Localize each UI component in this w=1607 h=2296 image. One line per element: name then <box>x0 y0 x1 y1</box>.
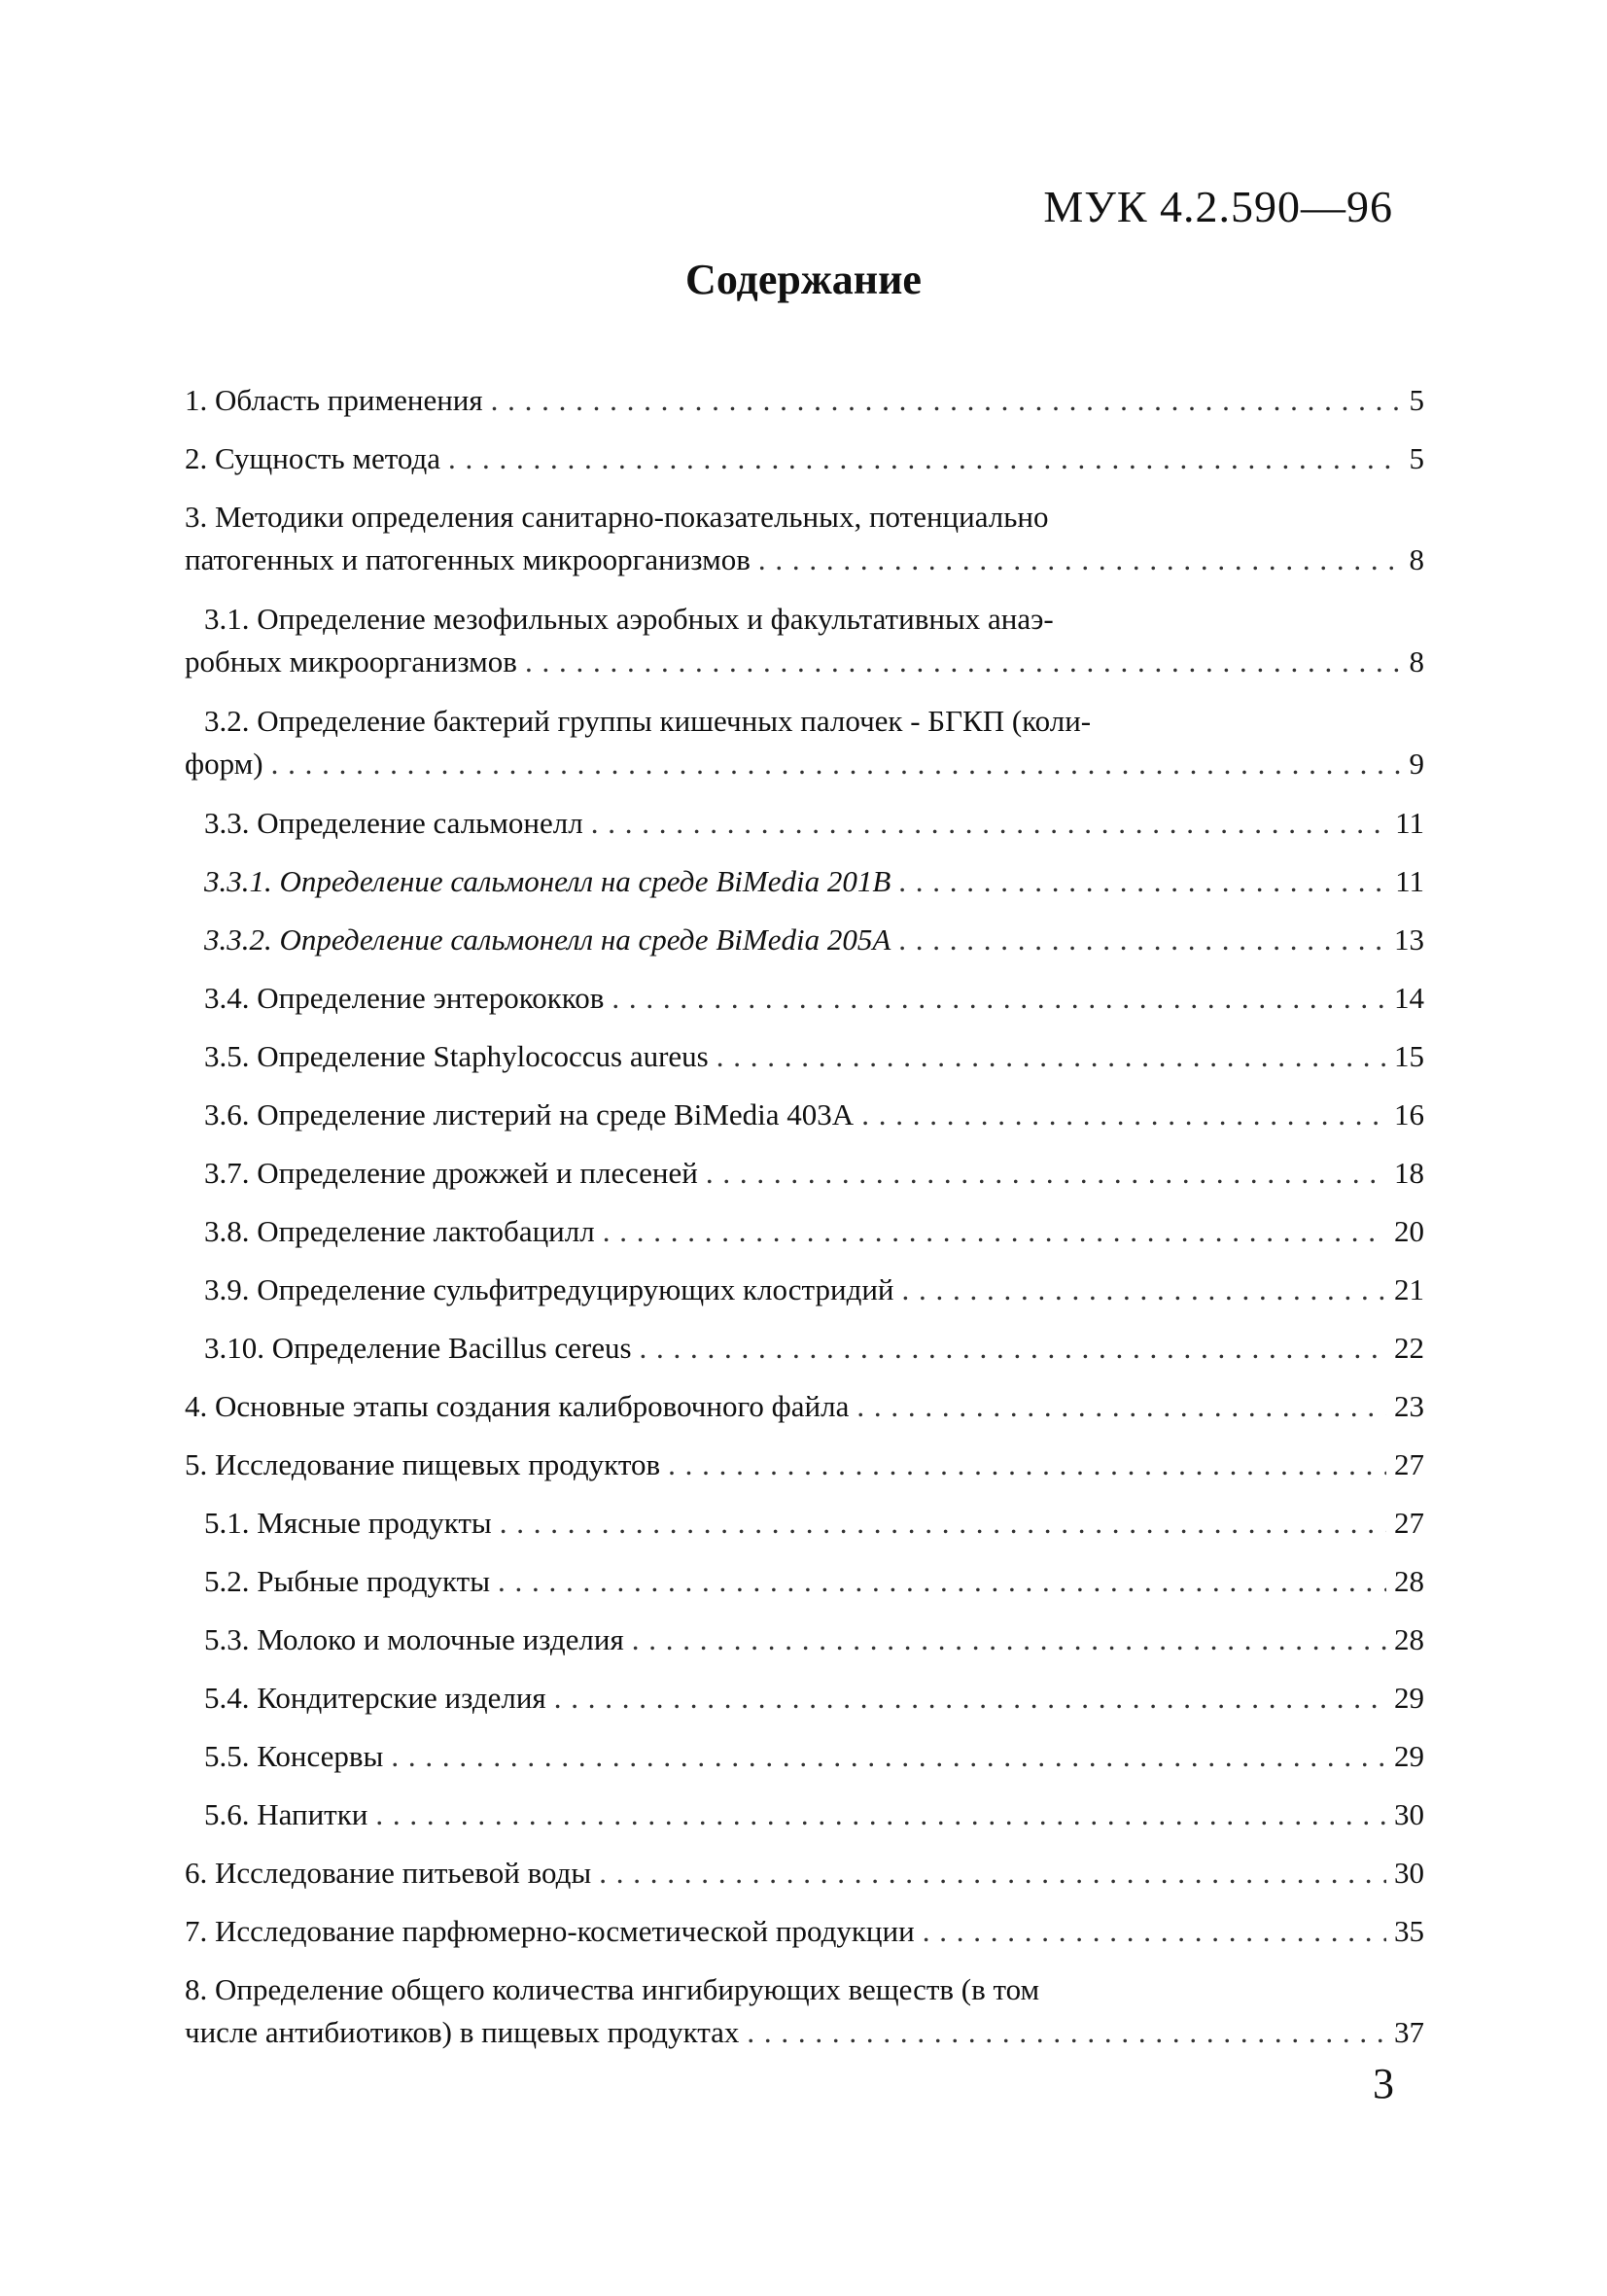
toc-entry-title: 3.1. Определение мезофильных аэробных и факультативных анаэ- <box>204 602 1054 636</box>
toc-line <box>185 1152 1424 1195</box>
page-number: 3 <box>1373 2060 1394 2107</box>
toc-entry <box>185 1327 1424 1385</box>
toc-entry-title: 2. Сущность метода <box>185 441 440 475</box>
toc-entry-title: форм) <box>185 747 263 781</box>
toc-line <box>185 1210 1424 1253</box>
toc-entry-title: 5. Исследование пищевых продуктов <box>185 1447 661 1481</box>
toc-line <box>185 743 1424 785</box>
toc-entry <box>185 379 1424 437</box>
toc-entry-title: 8. Определение общего количества ингибирующих веществ (в том <box>185 1972 1040 2006</box>
toc-entry-title: 3.9. Определение сульфитредуцирующих клостридий <box>204 1272 894 1306</box>
toc-entry <box>185 700 1424 802</box>
toc-entry-title: 3.8. Определение лактобацилл <box>204 1214 595 1248</box>
toc-line <box>185 860 1424 903</box>
toc-title: Содержание <box>685 256 922 303</box>
toc-entry-title: 5.5. Консервы <box>204 1739 384 1773</box>
toc-page-number: 35 <box>1394 1914 1424 1948</box>
toc-line <box>185 1677 1424 1720</box>
toc-entry <box>185 1968 1424 2070</box>
toc-entry <box>185 1618 1424 1677</box>
toc-entry <box>185 1910 1424 1968</box>
toc-page-number: 8 <box>1409 542 1424 576</box>
toc-line <box>185 539 1424 581</box>
dot-leader <box>500 1502 1386 1545</box>
toc-entry <box>185 977 1424 1035</box>
toc-entry-title: числе антибиотиков) в пищевых продуктах <box>185 2015 740 2049</box>
toc-page-number: 5 <box>1409 441 1424 475</box>
toc-page-number: 27 <box>1394 1447 1424 1481</box>
toc-line <box>185 1327 1424 1370</box>
dot-leader <box>375 1793 1386 1836</box>
toc-entry-title: 4. Основные этапы создания калибровочного файла <box>185 1389 850 1423</box>
dot-leader <box>861 1094 1386 1136</box>
toc-entry <box>185 802 1424 860</box>
toc-entry-title: 3.3.2. Определение сальмонелл на среде BiMedia 205А <box>204 922 891 957</box>
toc-entry <box>185 1444 1424 1502</box>
toc-entry-title: 5.2. Рыбные продукты <box>204 1564 491 1598</box>
toc-line <box>185 802 1424 845</box>
toc-page-number: 11 <box>1395 864 1424 898</box>
toc-line <box>185 437 1424 480</box>
toc-page-number: 37 <box>1394 2015 1424 2049</box>
toc-line <box>185 977 1424 1020</box>
toc-entry-title: 7. Исследование парфюмерно-косметической продукции <box>185 1914 915 1948</box>
toc-entry-title: 3.5. Определение Staphylococcus aureus <box>204 1039 709 1073</box>
toc-entry-title: 3.7. Определение дрожжей и плесеней <box>204 1156 698 1190</box>
dot-leader <box>591 802 1387 845</box>
dot-leader <box>747 2011 1386 2054</box>
toc-entry-title: 5.3. Молоко и молочные изделия <box>204 1622 624 1656</box>
toc-page-number: 23 <box>1394 1389 1424 1423</box>
toc-entry <box>185 598 1424 700</box>
dot-leader <box>525 641 1402 683</box>
document-code: МУК 4.2.590—96 <box>1043 182 1393 231</box>
toc-page-number: 16 <box>1394 1097 1424 1131</box>
toc-line <box>185 1793 1424 1836</box>
toc-entry-title: 3.3.1. Определение сальмонелл на среде BiMedia 201В <box>204 864 891 898</box>
dot-leader <box>923 1910 1386 1953</box>
toc-entry-title: 3.10. Определение Bacillus cereus <box>204 1331 632 1365</box>
toc-page-number: 30 <box>1394 1797 1424 1831</box>
toc-entry <box>185 1852 1424 1910</box>
toc-entry-title: 3.2. Определение бактерий группы кишечных палочек - БГКП (коли- <box>204 704 1092 738</box>
toc-entry <box>185 1094 1424 1152</box>
dot-leader <box>640 1327 1386 1370</box>
dot-leader <box>391 1735 1386 1778</box>
toc-entry <box>185 860 1424 919</box>
dot-leader <box>599 1852 1386 1895</box>
toc-entry <box>185 1560 1424 1618</box>
toc-page-number: 28 <box>1394 1564 1424 1598</box>
toc-line <box>185 641 1424 683</box>
toc-line <box>185 1035 1424 1078</box>
toc-entry <box>185 1210 1424 1269</box>
toc-line <box>185 1094 1424 1136</box>
toc-entry <box>185 437 1424 496</box>
toc-entry-title: 5.4. Кондитерские изделия <box>204 1681 546 1715</box>
toc-entry <box>185 1269 1424 1327</box>
toc-line <box>185 1852 1424 1895</box>
toc-entry-title: 3.6. Определение листерий на среде BiMedia 403А <box>204 1097 855 1131</box>
dot-leader <box>271 743 1402 785</box>
toc-line <box>185 598 1424 641</box>
toc-entry <box>185 1677 1424 1735</box>
toc-entry-title: 3.3. Определение сальмонелл <box>204 806 583 840</box>
toc-entry <box>185 1385 1424 1444</box>
table-of-contents <box>185 379 1424 2070</box>
toc-entry-title: 5.1. Мясные продукты <box>204 1506 492 1540</box>
dot-leader <box>448 437 1402 480</box>
toc-page-number: 22 <box>1394 1331 1424 1365</box>
toc-line <box>185 1618 1424 1661</box>
dot-leader <box>758 539 1402 581</box>
toc-entry-title: патогенных и патогенных микроорганизмов <box>185 542 751 576</box>
toc-page-number: 5 <box>1409 383 1424 417</box>
toc-line <box>185 1968 1424 2011</box>
toc-page-number: 21 <box>1394 1272 1424 1306</box>
toc-line <box>185 1502 1424 1545</box>
dot-leader <box>856 1385 1386 1428</box>
toc-page-number: 13 <box>1394 922 1424 957</box>
toc-page-number: 9 <box>1409 747 1424 781</box>
toc-line <box>185 1735 1424 1778</box>
toc-entry <box>185 496 1424 598</box>
dot-leader <box>902 1269 1386 1311</box>
toc-line <box>185 1910 1424 1953</box>
toc-line <box>185 1560 1424 1603</box>
dot-leader <box>706 1152 1386 1195</box>
toc-page-number: 11 <box>1395 806 1424 840</box>
dot-leader <box>554 1677 1386 1720</box>
toc-entry-title: робных микроорганизмов <box>185 644 517 678</box>
toc-entry <box>185 1735 1424 1793</box>
dot-leader <box>898 919 1386 961</box>
toc-entry <box>185 1152 1424 1210</box>
toc-line <box>185 1444 1424 1486</box>
dot-leader <box>898 860 1387 903</box>
toc-page-number: 27 <box>1394 1506 1424 1540</box>
dot-leader <box>632 1618 1386 1661</box>
toc-entry-title: 6. Исследование питьевой воды <box>185 1856 592 1890</box>
dot-leader <box>498 1560 1386 1603</box>
toc-line <box>185 1385 1424 1428</box>
dot-leader <box>611 977 1386 1020</box>
dot-leader <box>716 1035 1386 1078</box>
toc-page-number: 15 <box>1394 1039 1424 1073</box>
toc-line <box>185 379 1424 422</box>
toc-page-number: 29 <box>1394 1681 1424 1715</box>
toc-page-number: 20 <box>1394 1214 1424 1248</box>
toc-page-number: 8 <box>1409 644 1424 678</box>
dot-leader <box>668 1444 1386 1486</box>
dot-leader <box>491 379 1402 422</box>
toc-line <box>185 700 1424 743</box>
toc-line <box>185 1269 1424 1311</box>
toc-entry-title: 3. Методики определения санитарно-показательных, потенциально <box>185 500 1049 534</box>
dot-leader <box>603 1210 1386 1253</box>
toc-page-number: 28 <box>1394 1622 1424 1656</box>
toc-page-number: 29 <box>1394 1739 1424 1773</box>
toc-page-number: 18 <box>1394 1156 1424 1190</box>
toc-entry-title: 5.6. Напитки <box>204 1797 368 1831</box>
toc-entry-title: 1. Область применения <box>185 383 483 417</box>
toc-entry <box>185 1035 1424 1094</box>
toc-page-number: 30 <box>1394 1856 1424 1890</box>
toc-entry-title: 3.4. Определение энтерококков <box>204 981 605 1015</box>
toc-entry <box>185 919 1424 977</box>
toc-entry <box>185 1502 1424 1560</box>
toc-line <box>185 2011 1424 2054</box>
toc-entry <box>185 1793 1424 1852</box>
toc-page-number: 14 <box>1394 981 1424 1015</box>
toc-line <box>185 919 1424 961</box>
toc-line <box>185 496 1424 539</box>
